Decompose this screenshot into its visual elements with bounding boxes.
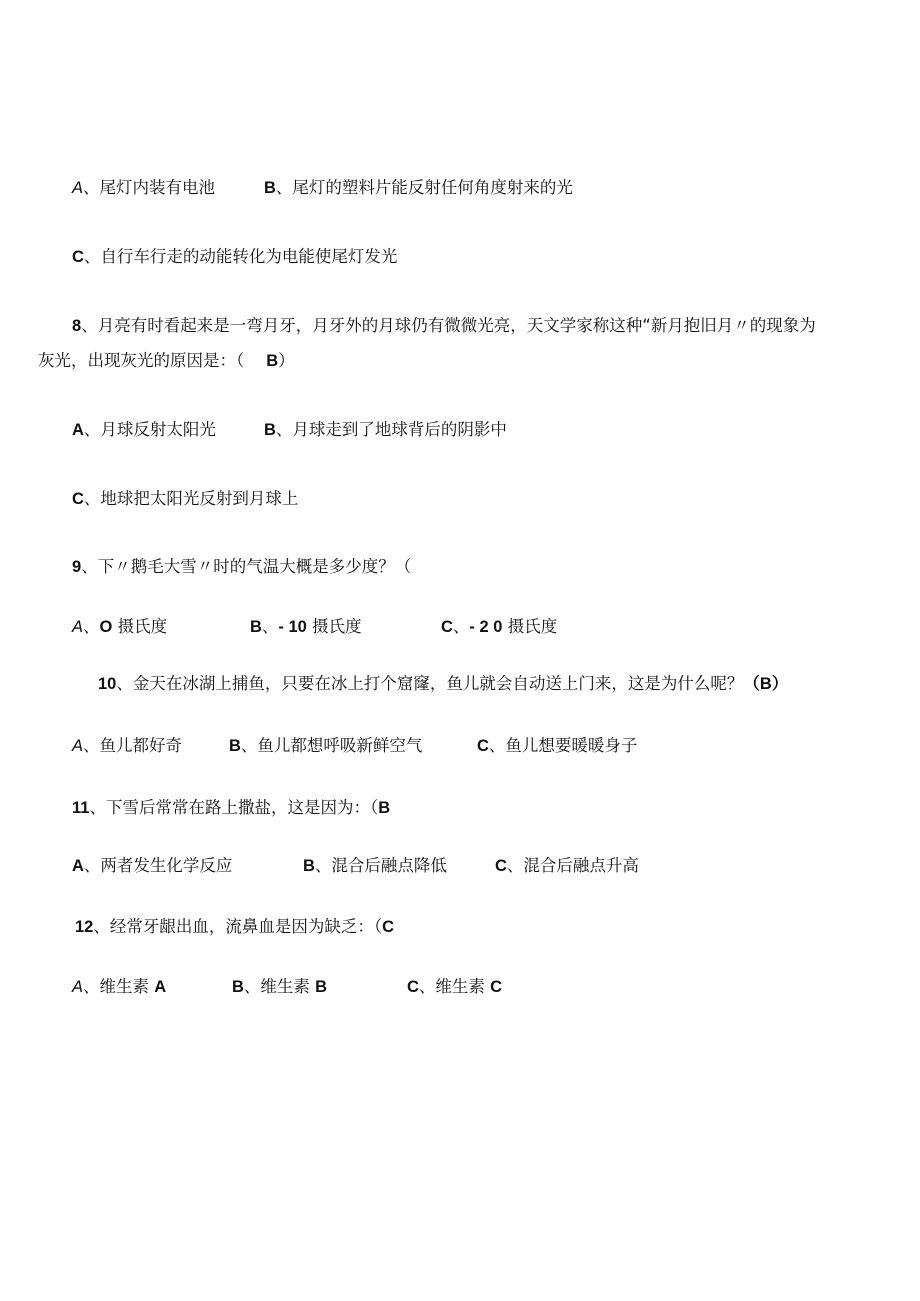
answer: B: [378, 799, 391, 817]
question-number: 9: [72, 558, 82, 576]
q8-question-line2: [38, 350, 295, 372]
option-text: 、混合后融点降低: [314, 856, 447, 875]
q10-option-b: [229, 735, 422, 757]
answer: B: [266, 352, 279, 370]
q10-option-a: [72, 735, 182, 757]
q7-option-b: [264, 177, 573, 199]
answer: （B）: [743, 675, 789, 693]
question-text: 、下〃鹅毛大雪〃时的气温大概是多少度？（: [81, 557, 412, 576]
option-text: 、尾灯内装有电池: [83, 178, 216, 197]
option-letter: B: [229, 737, 241, 755]
q9-option-a: [72, 616, 167, 638]
option-letter: B: [303, 857, 315, 875]
option-letter: A: [72, 421, 84, 439]
q8-question-line1: [72, 315, 816, 337]
q8-option-a: [72, 419, 216, 441]
question-text: 、金天在冰湖上捕鱼，只要在冰上打个窟窿，鱼儿就会自动送上门来，这是为什么呢？: [116, 674, 744, 693]
option-text: 、鱼儿想要暖暖身子: [488, 736, 638, 755]
option-value: O: [99, 618, 113, 636]
q8-option-c: [72, 488, 298, 510]
option-letter: C: [477, 737, 489, 755]
option-text: 、地球把太阳光反射到月球上: [83, 489, 299, 508]
question-number: 11: [72, 799, 90, 817]
answer: C: [382, 918, 395, 936]
option-letter: C: [407, 978, 419, 996]
option-value: - 2 0: [469, 618, 503, 636]
option-vitamin: A: [154, 978, 167, 996]
option-text: 、鱼儿都好奇: [83, 736, 183, 755]
q11-question: [72, 797, 390, 819]
q12-option-a: [72, 976, 166, 998]
q11-option-a: [72, 855, 232, 877]
option-letter: C: [441, 618, 453, 636]
question-text: 、经常牙龈出血，流鼻血是因为缺乏：（: [93, 917, 383, 936]
option-sep: 、: [261, 617, 279, 636]
option-text: 、混合后融点升高: [506, 856, 639, 875]
option-sep: 、: [83, 617, 100, 636]
question-text: 灰光，出现灰光的原因是：（: [38, 351, 245, 370]
question-number: 12: [75, 918, 94, 936]
option-letter: C: [72, 490, 84, 508]
option-value: - 10: [278, 618, 307, 636]
option-text: 、两者发生化学反应: [83, 856, 233, 875]
option-vitamin: B: [315, 978, 328, 996]
option-sep: 、: [452, 617, 470, 636]
option-text: 、自行车行走的动能转化为电能使尾灯发光: [83, 247, 398, 266]
q7-option-c: [72, 246, 397, 268]
close-paren: ）: [278, 351, 295, 370]
q7-option-a: [72, 177, 215, 199]
question-number: 10: [98, 675, 117, 693]
option-letter: A: [72, 737, 84, 755]
q9-option-b: [250, 616, 362, 638]
option-text: 、尾灯的塑料片能反射任何角度射来的光: [275, 178, 573, 197]
q12-option-b: [232, 976, 327, 998]
option-text: 、月球反射太阳光: [83, 420, 216, 439]
question-text: 、月亮有时看起来是一弯月牙，月牙外的月球仍有微微光亮，天文学家称这种“新月抱旧月〃的现象为: [81, 316, 816, 335]
q8-option-b: [264, 419, 507, 441]
option-letter: B: [250, 618, 262, 636]
option-letter: C: [72, 248, 84, 266]
option-vitamin: C: [490, 978, 503, 996]
q11-option-b: [303, 855, 447, 877]
option-text: 、维生素: [83, 977, 155, 996]
q11-option-c: [495, 855, 639, 877]
question-text: 、下雪后常常在路上撒盐，这是因为：（: [89, 798, 379, 817]
option-letter: C: [495, 857, 507, 875]
q9-option-c: [441, 616, 557, 638]
option-text: 、维生素: [418, 977, 491, 996]
q9-question: [72, 556, 411, 578]
q12-question: [75, 916, 394, 938]
option-letter: B: [264, 421, 276, 439]
q10-option-c: [477, 735, 637, 757]
option-letter: A: [72, 618, 84, 636]
option-letter: B: [264, 179, 276, 197]
option-text: 、鱼儿都想呼吸新鲜空气: [240, 736, 423, 755]
question-number: 8: [72, 317, 82, 335]
option-text: 、维生素: [243, 977, 316, 996]
option-letter: B: [232, 978, 244, 996]
option-unit: 摄氏度: [112, 617, 168, 636]
option-text: 、月球走到了地球背后的阴影中: [275, 420, 507, 439]
q10-question: [98, 673, 788, 695]
option-letter: A: [72, 179, 84, 197]
q12-option-c: [407, 976, 502, 998]
option-unit: 摄氏度: [502, 617, 558, 636]
option-unit: 摄氏度: [306, 617, 362, 636]
option-letter: A: [72, 857, 84, 875]
option-letter: A: [72, 978, 84, 996]
